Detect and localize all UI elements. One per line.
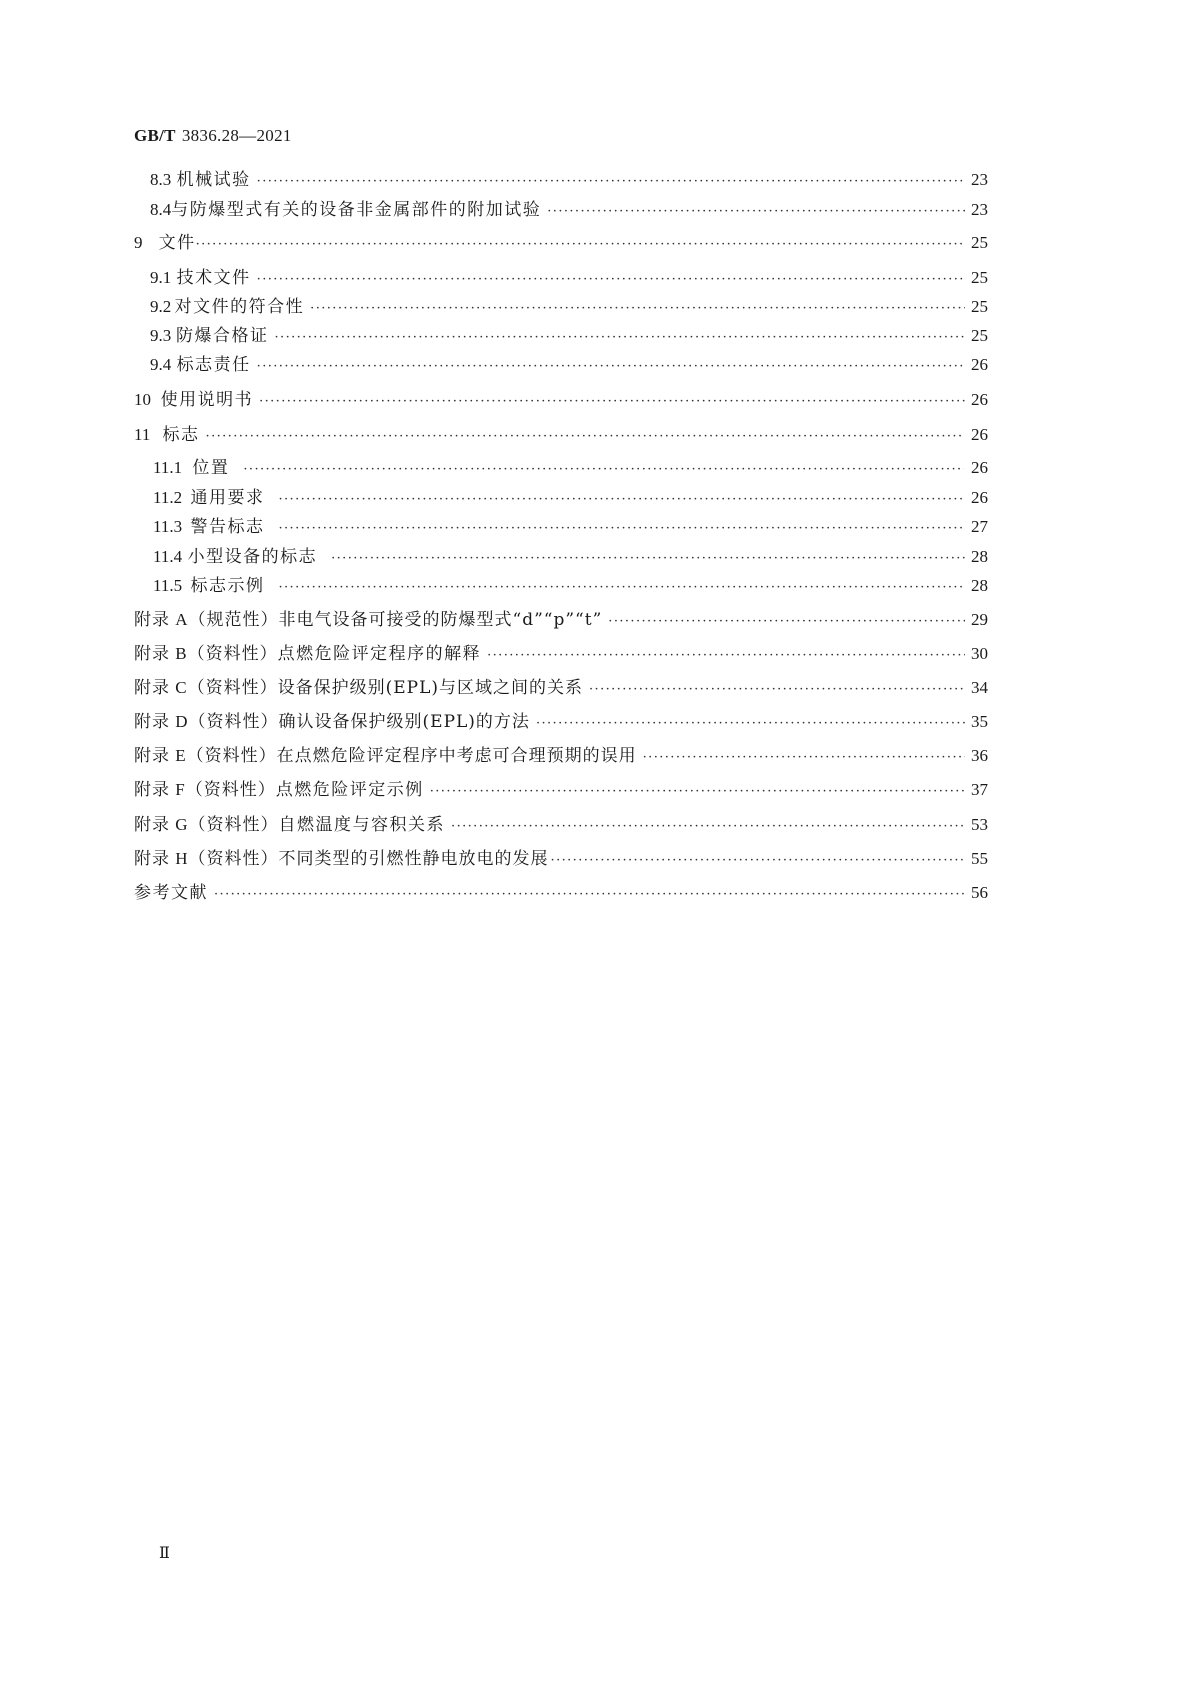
toc-number: 附录 A（规范性） (134, 610, 279, 629)
standard-prefix: GB/T (134, 126, 176, 145)
toc-page: 26 (971, 488, 988, 507)
toc-number: 11.1 (153, 458, 183, 477)
toc-number: 附录 F（资料性） (134, 780, 276, 799)
toc-number: 9.4 (150, 355, 172, 374)
toc-entry-10[interactable] (134, 388, 988, 412)
document-header (134, 126, 292, 146)
toc-title: 自燃温度与容积关系 (278, 815, 446, 835)
toc-page: 27 (971, 517, 988, 536)
toc-leader (310, 297, 965, 321)
toc-entry-bibliography[interactable] (134, 881, 988, 905)
toc-title: 点燃危险评定示例 (275, 780, 424, 800)
toc-leader (451, 815, 965, 839)
toc-entry-annex-e[interactable] (134, 744, 988, 768)
toc-title: 通用要求 (190, 488, 265, 508)
toc-entry-11-5[interactable] (153, 574, 988, 598)
toc-entry-9-2[interactable] (150, 295, 988, 319)
toc-entry-11[interactable] (134, 423, 988, 447)
toc-entry-annex-d[interactable] (134, 710, 988, 734)
toc-number: 11.5 (153, 576, 183, 595)
toc-page: 53 (971, 815, 988, 834)
toc-leader (214, 883, 964, 907)
toc-page: 25 (971, 297, 988, 316)
toc-page: 35 (971, 712, 988, 731)
toc-page: 37 (971, 780, 988, 799)
toc-title: 标志示例 (190, 576, 265, 596)
toc-title: 位置 (192, 458, 230, 478)
toc-number: 8.4 (150, 200, 172, 219)
toc-number: 8.3 (150, 170, 172, 189)
toc-entry-annex-c[interactable] (134, 676, 988, 700)
toc-number: 11 (134, 425, 151, 444)
toc-leader (536, 712, 965, 736)
toc-leader (257, 355, 965, 379)
toc-entry-annex-g[interactable] (134, 813, 988, 837)
toc-title: 在点燃危险评定程序中考虑可合理预期的误用 (276, 746, 637, 766)
toc-page: 25 (971, 233, 989, 252)
toc-title: 文件 (158, 233, 196, 253)
toc-title: 非电气设备可接受的防爆型式“d”“p”“t” (278, 610, 603, 630)
toc-leader (259, 390, 965, 414)
toc-leader (278, 488, 965, 512)
toc-leader (608, 610, 965, 634)
toc-page: 28 (971, 576, 988, 595)
toc-title: 不同类型的引燃性静电放电的发展 (278, 849, 549, 869)
toc-page: 26 (971, 425, 988, 444)
toc-number: 11.2 (153, 488, 183, 507)
toc-entry-9-4[interactable] (150, 353, 988, 377)
toc-title: 机械试验 (176, 170, 251, 190)
toc-number: 11.4 (153, 547, 183, 566)
toc-leader (275, 326, 966, 350)
toc-number: 9.3 (150, 326, 172, 345)
toc-entry-9-1[interactable] (150, 266, 988, 290)
toc-number: 9.2 (150, 297, 172, 316)
toc-entry-8-3[interactable] (150, 168, 988, 192)
toc-leader (196, 233, 964, 257)
toc-page: 26 (971, 458, 988, 477)
toc-title: 对文件的符合性 (174, 297, 305, 317)
toc-page: 55 (971, 849, 988, 868)
toc-entry-annex-a[interactable] (134, 608, 988, 632)
toc-leader (547, 200, 965, 224)
toc-title: 防爆合格证 (176, 326, 269, 346)
toc-leader (430, 780, 965, 804)
toc-page: 28 (971, 547, 988, 566)
toc-leader (257, 268, 965, 292)
toc-number: 附录 G（资料性） (134, 815, 279, 834)
standard-number: 3836.28—2021 (181, 126, 292, 145)
toc-page: 36 (971, 746, 988, 765)
toc-entry-11-4[interactable] (153, 545, 988, 569)
toc-leader (589, 678, 965, 702)
toc-number: 附录 B（资料性） (134, 644, 278, 663)
toc-title: 小型设备的标志 (187, 547, 318, 567)
toc-entry-annex-h[interactable] (134, 847, 988, 871)
toc-title: 技术文件 (176, 268, 251, 288)
toc-title: 标志 (162, 425, 200, 445)
toc-number: 附录 C（资料性） (134, 678, 278, 697)
toc-title: 点燃危险评定程序的解释 (277, 644, 482, 664)
toc-entry-9-3[interactable] (150, 324, 988, 348)
toc-entry-8-4[interactable] (150, 198, 988, 222)
toc-leader (643, 746, 965, 770)
toc-number: 附录 D（资料性） (134, 712, 279, 731)
toc-page: 29 (971, 610, 988, 629)
toc-number: 10 (134, 390, 151, 409)
page-number: Ⅱ (159, 1545, 170, 1562)
toc-page: 26 (971, 355, 988, 374)
toc-entry-11-3[interactable] (153, 515, 988, 539)
toc-entry-11-2[interactable] (153, 486, 988, 510)
toc-number: 9.1 (150, 268, 172, 287)
toc-leader (487, 644, 965, 668)
toc-number: 附录 H（资料性） (134, 849, 279, 868)
toc-entry-annex-f[interactable] (134, 778, 988, 802)
toc-leader (551, 849, 965, 873)
toc-title: 使用说明书 (160, 390, 254, 410)
toc-title: 确认设备保护级别(EPL)的方法 (278, 712, 530, 732)
toc-page: 34 (971, 678, 988, 697)
toc-page: 25 (971, 326, 988, 345)
toc-leader (278, 517, 965, 541)
toc-page: 26 (971, 390, 988, 409)
toc-entry-annex-b[interactable] (134, 642, 988, 666)
toc-page: 23 (971, 200, 988, 219)
toc-leader (278, 576, 965, 600)
toc-page: 25 (971, 268, 988, 287)
toc-page: 56 (971, 883, 988, 902)
toc-title: 警告标志 (190, 517, 265, 537)
toc-number: 9 (134, 233, 143, 252)
toc-page: 30 (971, 644, 988, 663)
toc-leader (206, 425, 964, 449)
toc-title: 标志责任 (176, 355, 251, 375)
toc-leader (257, 170, 965, 194)
toc-number: 11.3 (153, 517, 183, 536)
toc-entry-11-1[interactable] (153, 456, 988, 480)
toc-number: 附录 E（资料性） (134, 746, 277, 765)
toc-entry-9[interactable] (134, 231, 988, 255)
toc-title: 设备保护级别(EPL)与区域之间的关系 (277, 678, 583, 698)
toc-leader (331, 547, 965, 571)
toc-page: 23 (971, 170, 988, 189)
toc-leader (243, 458, 964, 482)
toc-title: 参考文献 (134, 883, 208, 903)
toc-title: 与防爆型式有关的设备非金属部件的附加试验 (171, 200, 542, 220)
